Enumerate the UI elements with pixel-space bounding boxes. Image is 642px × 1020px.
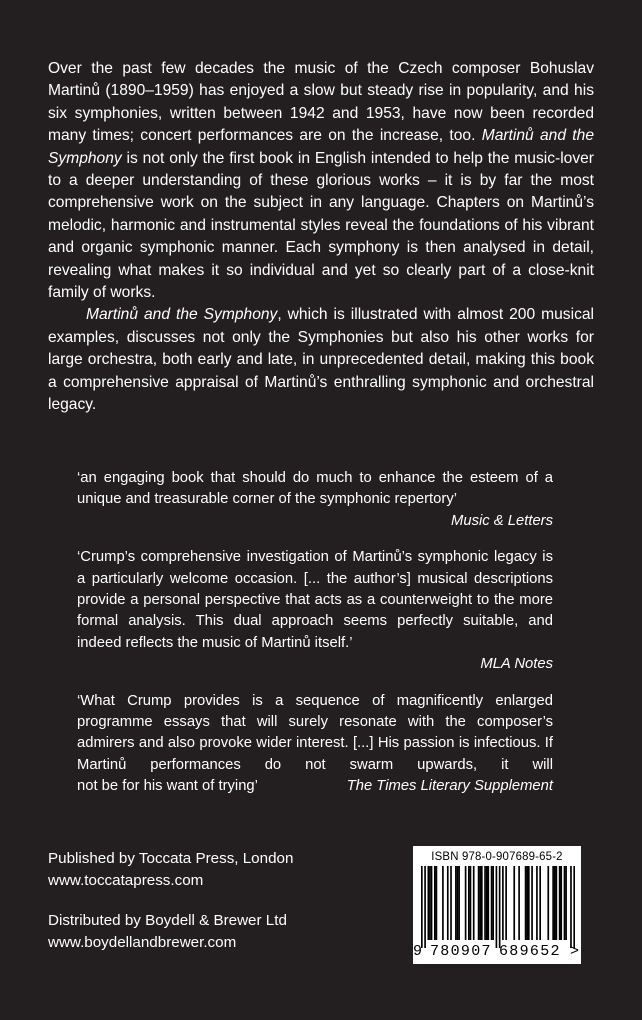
review-quote: ‘Crump’s comprehensive investigation of Martinů’s symphonic legacy is a particularly welcome occasion. [... the author’s] musical descriptions provide a personal perspective that acts as a counterweight to the more formal analysis. This dual approach seems perfectly suitable, and indeed reflects the music of Martinů itself.’: [77, 549, 553, 651]
barcode-bar: [479, 866, 481, 940]
barcode-bar: [457, 866, 459, 940]
barcode-bar: [478, 866, 480, 940]
barcode-bar: [518, 866, 520, 940]
back-cover-blurb: [48, 58, 594, 417]
barcode-bar: [470, 866, 472, 940]
publisher-block: [48, 848, 368, 892]
barcode-bar: [473, 866, 475, 940]
barcode-bar: [513, 866, 515, 940]
review-last-line: [77, 776, 553, 797]
blurb-paragraph-2: Martinů and the Symphony, which is illustrated with almost 200 musical examples, discusses not only the Symphonies but also his other works for large orchestra, both early and late, in unprecedented detail, making this book a comprehensive appraisal of Martinů’s enthralling symphonic and orchestral legacy.: [48, 306, 594, 414]
book-title-italic: Martinů and the Symphony: [48, 127, 594, 167]
barcode-bar: [499, 866, 501, 948]
review-1: [77, 468, 553, 532]
barcode-bars: [421, 866, 575, 948]
review-3: [77, 691, 553, 798]
distributor-url[interactable]: www.boydellandbrewer.com: [48, 934, 237, 951]
barcode-bar: [431, 866, 433, 940]
barcode-bar: [559, 866, 561, 940]
publisher-info: [48, 848, 368, 972]
barcode-bar: [554, 866, 556, 940]
barcode-bar: [560, 866, 562, 940]
barcode-bar: [465, 866, 467, 940]
review-quote: ‘an engaging book that should do much to enhance the esteem of a unique and treasurable corner of the symphonic repertory’: [77, 470, 553, 508]
blurb-paragraph-1: Over the past few decades the music of the Czech composer Bohuslav Martinů (1890–1959) has enjoyed a slow but steady rise in popularity, and his six symphonies, written between 1942 and 1953, have now been recorded many times; concert performances are on the increase, too. Martinů and the Symphony is not only the first book in English intended to help the music-lover to a deeper understanding of these glorious works – it is by far the most comprehensive work on the subject in any language. Chapters on Martinů’s melodic, harmonic and instrumental styles reveal the foundations of his vibrant and organic symphonic manner. Each symphony is then analysed in detail, revealing what makes it so individual and yet so clearly part of a close-knit family of works.: [48, 60, 594, 302]
barcode-bar: [556, 866, 558, 940]
barcode-digit-first: 9: [413, 943, 423, 960]
barcode-bar: [539, 866, 541, 940]
distributed-by: Distributed by Boydell & Brewer Ltd: [48, 912, 287, 929]
review-2: [77, 547, 553, 675]
barcode-bar: [481, 866, 483, 940]
isbn-barcode: [413, 846, 581, 964]
barcode-bar: [528, 866, 530, 940]
barcode-digits-right: 689652: [499, 943, 561, 960]
barcode-bar: [429, 866, 431, 940]
barcode-bar: [434, 866, 436, 940]
barcode-bar: [442, 866, 444, 940]
barcode-bar: [427, 866, 429, 940]
publisher-url[interactable]: www.toccatapress.com: [48, 872, 204, 889]
barcode-bar: [447, 866, 449, 940]
distributor-block: [48, 910, 368, 954]
barcode-digits-left: 780907: [430, 943, 492, 960]
barcode-bar: [468, 866, 470, 940]
barcode-bar: [505, 866, 507, 940]
barcode-bar: [496, 866, 498, 948]
barcode-bar: [421, 866, 423, 948]
barcode-bar: [458, 866, 460, 940]
review-quote-end: not be for his want of trying’: [77, 778, 258, 795]
barcode-bar: [492, 866, 494, 940]
barcode-bar: [570, 866, 572, 948]
barcode-quiet-zone-mark: >: [570, 943, 580, 960]
barcode-bar: [502, 866, 504, 940]
book-title-italic: Martinů and the Symphony: [86, 306, 278, 324]
barcode-digits: [413, 943, 581, 961]
barcode-bar: [565, 866, 567, 940]
barcode-bar: [531, 866, 533, 940]
barcode-bar: [526, 866, 528, 940]
barcode-bar: [484, 866, 486, 940]
review-source: The Times Literary Supplement: [346, 778, 553, 795]
review-source: Music & Letters: [451, 512, 553, 529]
barcode-bar: [424, 866, 426, 948]
published-by: Published by Toccata Press, London: [48, 850, 294, 867]
barcode-bar: [552, 866, 554, 940]
barcode-bar: [547, 866, 549, 940]
isbn-label: ISBN 978-0-907689-65-2: [431, 849, 563, 863]
barcode-bar: [487, 866, 489, 940]
barcode-bar: [455, 866, 457, 940]
barcode-bar: [491, 866, 493, 940]
barcode-bar: [536, 866, 538, 940]
barcode-bar: [486, 866, 488, 940]
barcode-bar: [525, 866, 527, 940]
review-quote: ‘What Crump provides is a sequence of magnificently enlarged programme essays that will surely resonate with the composer’s admirers and also provoke wider interest. [...] His passion is infectious. If Martinů performances do not swarm upwards, it will: [77, 692, 553, 773]
barcode-bar: [450, 866, 452, 940]
reviews-section: [77, 468, 553, 813]
barcode-bar: [573, 866, 575, 948]
barcode-bar: [436, 866, 438, 940]
barcode-bar: [564, 866, 566, 940]
review-source: MLA Notes: [480, 656, 553, 673]
